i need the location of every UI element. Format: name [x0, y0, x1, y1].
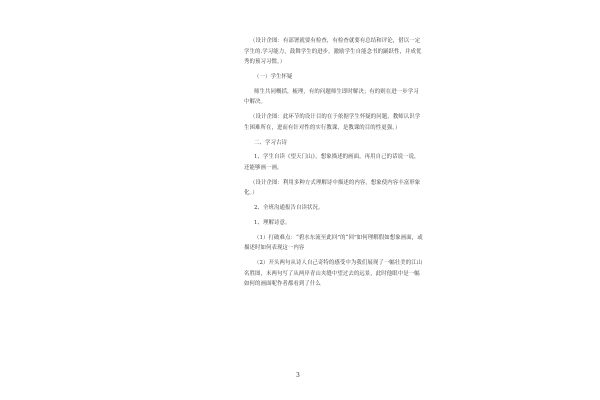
paragraph-understand-meaning: 1、理解诗意。	[254, 219, 291, 226]
paragraph-design-intent-2: （设计企图：此环节的设计目的在于依据学生怀疑的问题，教师认识学生困难所在，进而有针对性的实行教课，是教课的目的性更强。）	[244, 114, 421, 131]
page-number: 3	[296, 372, 300, 379]
paragraph-design-intent-1: （设计企图：有部署就要有检查，有检查就要有总结和评论，借以一定学生的.学习能力，鼓舞学生的进步，激励学生自能念书的踊跃性，并成优秀的预习习惯。）	[244, 38, 422, 66]
paragraph-difficult-point: （1）打破难点：“碧水东流至此回”的“回”如何理解假如想象画面，或描述时如何表现这一内容	[244, 234, 423, 252]
paragraph-scenery-description: （2）开头两句从诗人自己奇特的感受中为我们展现了一幅壮美的江山名胜图，末两句写了从两岸青山夹缝中望过去的远景，此时他眼中是一幅如何的画面呢作者都看到了什么	[244, 259, 423, 288]
section-heading-learn-poem: 二、学习古诗	[254, 139, 287, 146]
paragraph-class-report: 2、全班沟通报告自读状况。	[254, 205, 324, 212]
paragraph-self-reading: 1、学生自读《望天门山》，想象描述的画面，再用自己的话说一说，还能够画一画。	[244, 154, 420, 171]
paragraph-teacher-student-summary: 师生共同概括，梳理，有的问题师生即时解决；有的则在进一步学习中解决。	[244, 88, 419, 106]
section-heading-student-questions: （一）学生怀疑	[254, 73, 293, 80]
document-body	[244, 36, 424, 292]
paragraph-design-intent-3: （设计企图：利用多种方式理解诗中描述的内容，想象使内容丰富形象化。）	[244, 179, 421, 197]
